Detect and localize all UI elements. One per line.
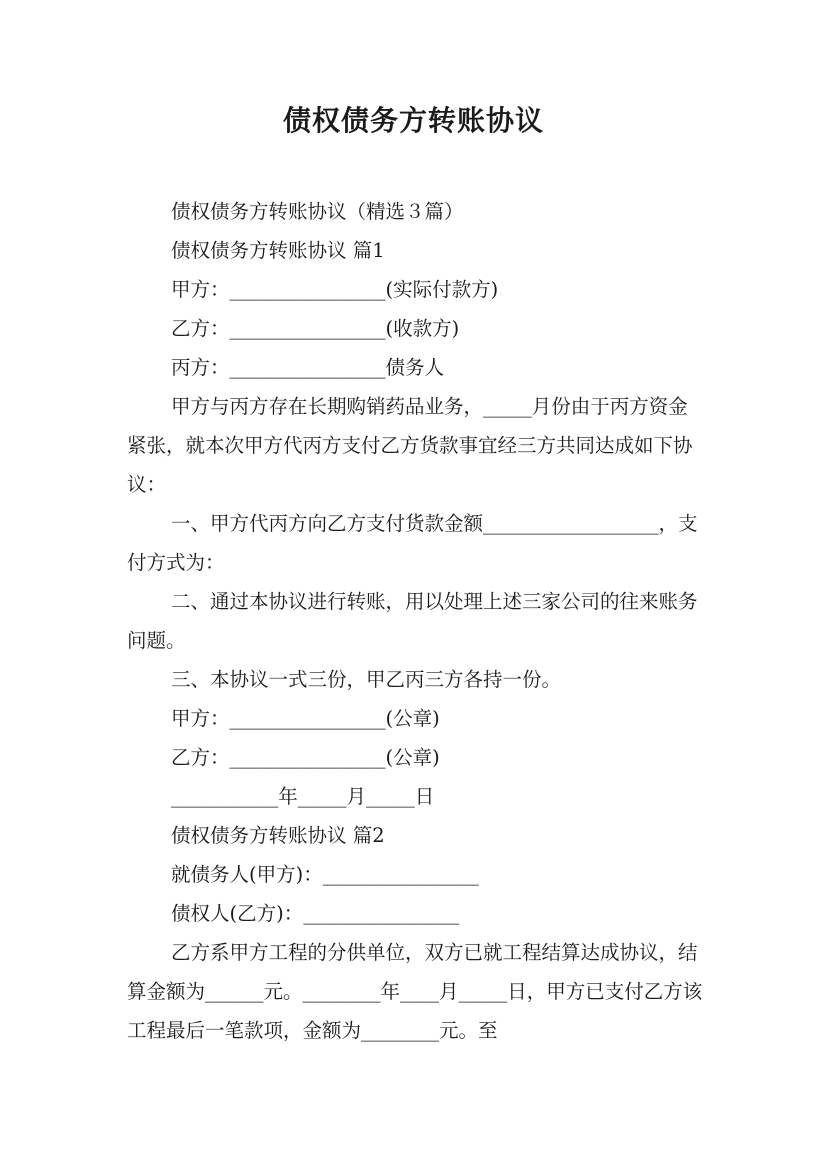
paragraph-clause-3: 三、本协议一式三份，甲乙丙三方各持一份。: [171, 668, 562, 691]
paragraph-creditor: 债权人(乙方)：________________: [171, 902, 460, 925]
paragraph-sign-b: 乙方：________________(公章): [171, 746, 440, 769]
paragraph-party-a: 甲方：________________(实际付款方): [171, 278, 499, 301]
paragraph-settlement: 乙方系甲方工程的分供单位，双方已就工程结算达成协议，结算金额为______元。________年____月_____日，甲方已支付乙方该工程最后一笔款项，金额为________元。至: [127, 941, 703, 1042]
paragraph-part2-heading: 债权债务方转账协议 篇2: [171, 824, 385, 847]
document-title: 债权债务方转账协议: [282, 104, 544, 137]
paragraph-date: ___________年_____月_____日: [171, 785, 435, 808]
paragraph-party-c: 丙方：________________债务人: [171, 356, 445, 379]
paragraph-party-b: 乙方：________________(收款方): [171, 317, 460, 340]
paragraph-intro: 债权债务方转账协议（精选３篇）: [171, 200, 464, 223]
paragraph-sign-a: 甲方：________________(公章): [171, 707, 440, 730]
paragraph-debtor: 就债务人(甲方)：________________: [171, 863, 479, 886]
paragraph-background: 甲方与丙方存在长期购销药品业务，_____月份由于丙方资金紧张，就本次甲方代丙方支付乙方货款事宜经三方共同达成如下协议：: [127, 395, 693, 496]
document-body: [127, 192, 707, 1050]
paragraph-clause-1: 一、甲方代丙方向乙方支付货款金额__________________，支付方式为：: [127, 512, 698, 574]
paragraph-part1-heading: 债权债务方转账协议 篇1: [171, 239, 385, 262]
paragraph-clause-2: 二、通过本协议进行转账，用以处理上述三家公司的往来账务问题。: [127, 590, 698, 652]
